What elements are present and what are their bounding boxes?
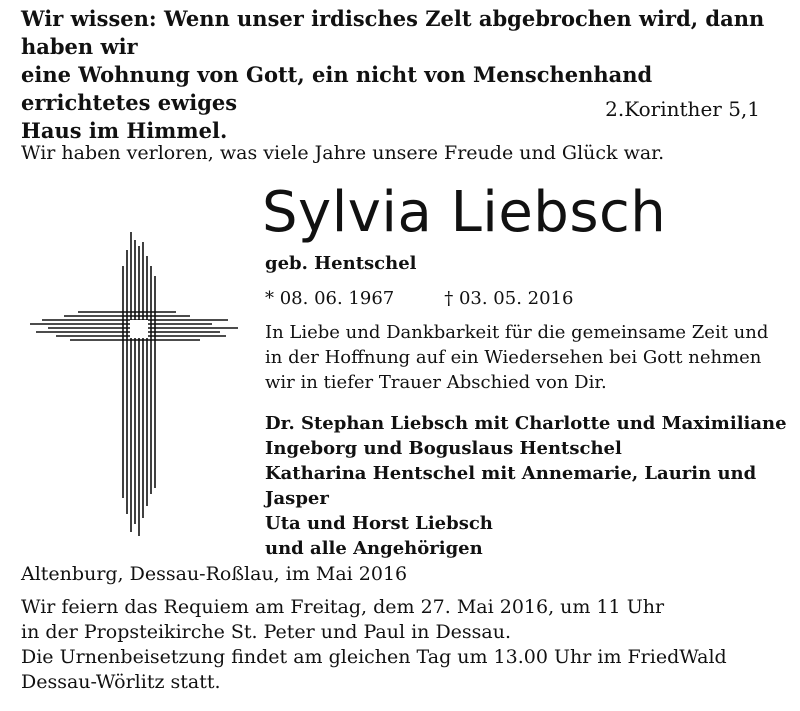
farewell-line: in der Hoffnung auf ein Wiedersehen bei Gott nehmen <box>265 347 762 368</box>
service-line: Die Urnenbeisetzung findet am gleichen Tag um 13.00 Uhr im FriedWald <box>21 646 727 668</box>
mourner-line: Ingeborg und Boguslaus Hentschel <box>265 438 622 459</box>
verse-line: eine Wohnung von Gott, ein nicht von Menschenhand errichtetes ewiges <box>21 62 653 115</box>
mourner-line: und alle Angehörigen <box>265 538 483 559</box>
death-date: † 03. 05. 2016 <box>444 288 574 309</box>
mourner-line: Uta und Horst Liebsch <box>265 513 493 534</box>
verse-reference: 2.Korinther 5,1 <box>605 97 760 121</box>
mourner-line: Katharina Hentschel mit Annemarie, Laurin und Jasper <box>265 463 757 509</box>
deceased-name: Sylvia Liebsch <box>262 180 667 245</box>
verse-line: Haus im Himmel. <box>21 118 228 143</box>
verse-line: Wir wissen: Wenn unser irdisches Zelt abgebrochen wird, dann haben wir <box>21 6 765 59</box>
cross-icon <box>30 232 240 542</box>
lead-sentence: Wir haben verloren, was viele Jahre unsere Freude und Glück war. <box>21 142 665 164</box>
mourner-line: Dr. Stephan Liebsch mit Charlotte und Maximiliane <box>265 413 787 434</box>
place-and-date: Altenburg, Dessau-Roßlau, im Mai 2016 <box>21 563 408 585</box>
service-line: Dessau-Wörlitz statt. <box>21 671 221 693</box>
maiden-name: geb. Hentschel <box>265 253 417 274</box>
mourners-list <box>265 411 790 561</box>
service-line: in der Propsteikirche St. Peter und Paul in Dessau. <box>21 621 512 643</box>
birth-date: * 08. 06. 1967 <box>265 288 395 309</box>
service-info <box>21 595 781 695</box>
farewell-text <box>265 320 785 395</box>
service-line: Wir feiern das Requiem am Freitag, dem 27. Mai 2016, um 11 Uhr <box>21 596 665 618</box>
bible-verse <box>21 5 781 145</box>
farewell-line: In Liebe und Dankbarkeit für die gemeinsame Zeit und <box>265 322 769 343</box>
farewell-line: wir in tiefer Trauer Abschied von Dir. <box>265 372 607 393</box>
life-dates <box>265 286 573 312</box>
